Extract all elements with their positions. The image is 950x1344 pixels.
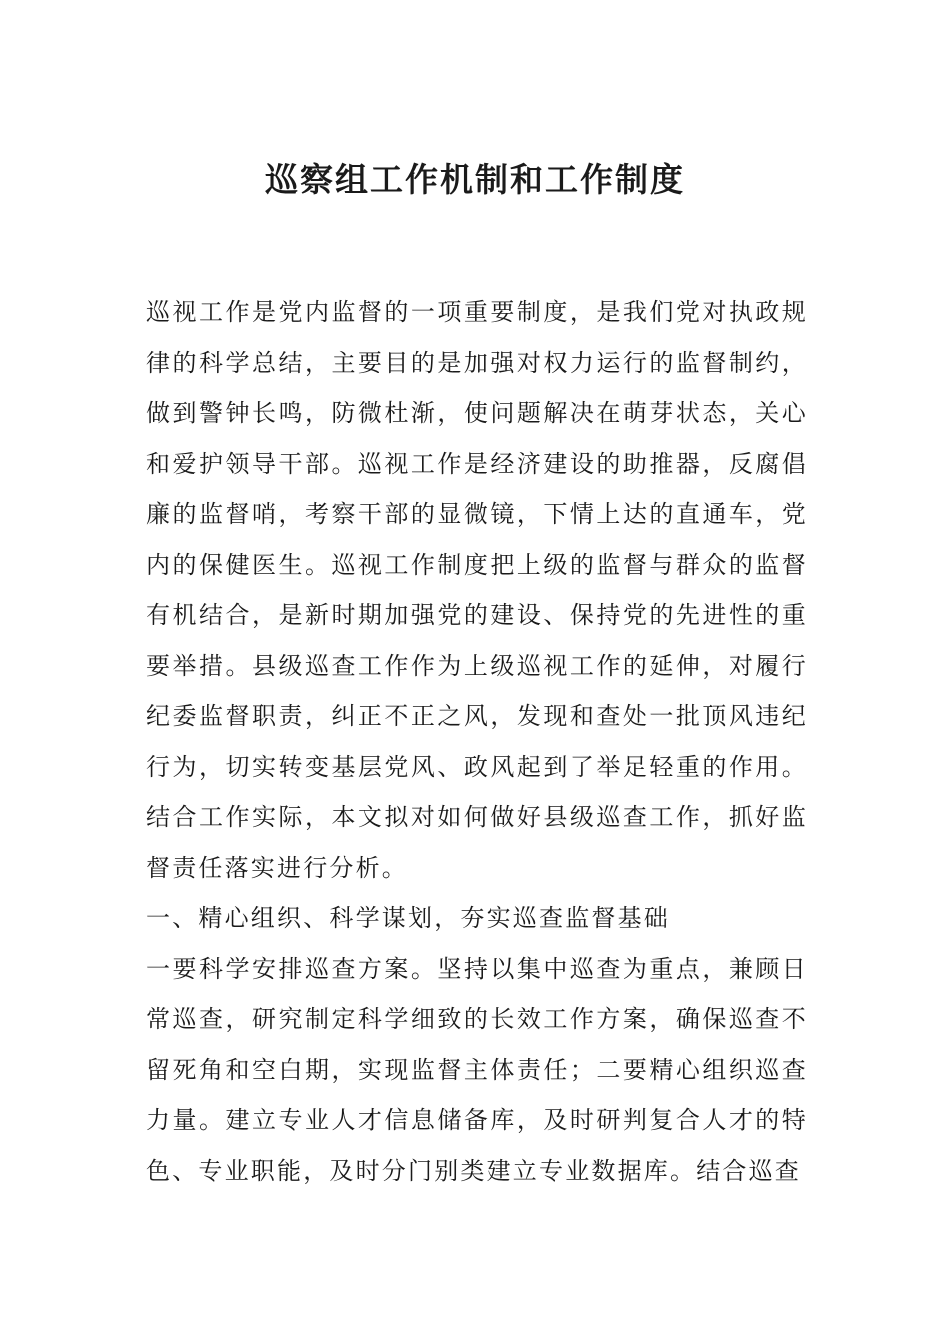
body-paragraph: 一要科学安排巡查方案。坚持以集中巡查为重点，兼顾日常巡查，研究制定科学细致的长效工作方案，确保巡查不留死角和空白期，实现监督主体责任；二要精心组织巡查力量。建立专业人才信息储备库，及时研判复合人才的特色、专业职能，及时分门别类建立专业数据库。结合巡查 [146, 954, 808, 1185]
document-body [146, 287, 808, 1196]
section-heading: 一、精心组织、科学谋划，夯实巡查监督基础 [146, 904, 670, 932]
intro-paragraph: 巡视工作是党内监督的一项重要制度，是我们党对执政规律的科学总结，主要目的是加强对权力运行的监督制约，做到警钟长鸣，防微杜渐，使问题解决在萌芽状态，关心和爱护领导干部。巡视工作是经济建设的助推器，反腐倡廉的监督哨，考察干部的显微镜，下情上达的直通车，党内的保健医生。巡视工作制度把上级的监督与群众的监督有机结合，是新时期加强党的建设、保持党的先进性的重要举措。县级巡查工作作为上级巡视工作的延伸，对履行纪委监督职责，纠正不正之风，发现和查处一批顶风违纪行为，切实转变基层党风、政风起到了举足轻重的作用。结合工作实际，本文拟对如何做好县级巡查工作，抓好监督责任落实进行分析。 [146, 298, 808, 882]
document-title: 巡察组工作机制和工作制度 [265, 160, 685, 199]
